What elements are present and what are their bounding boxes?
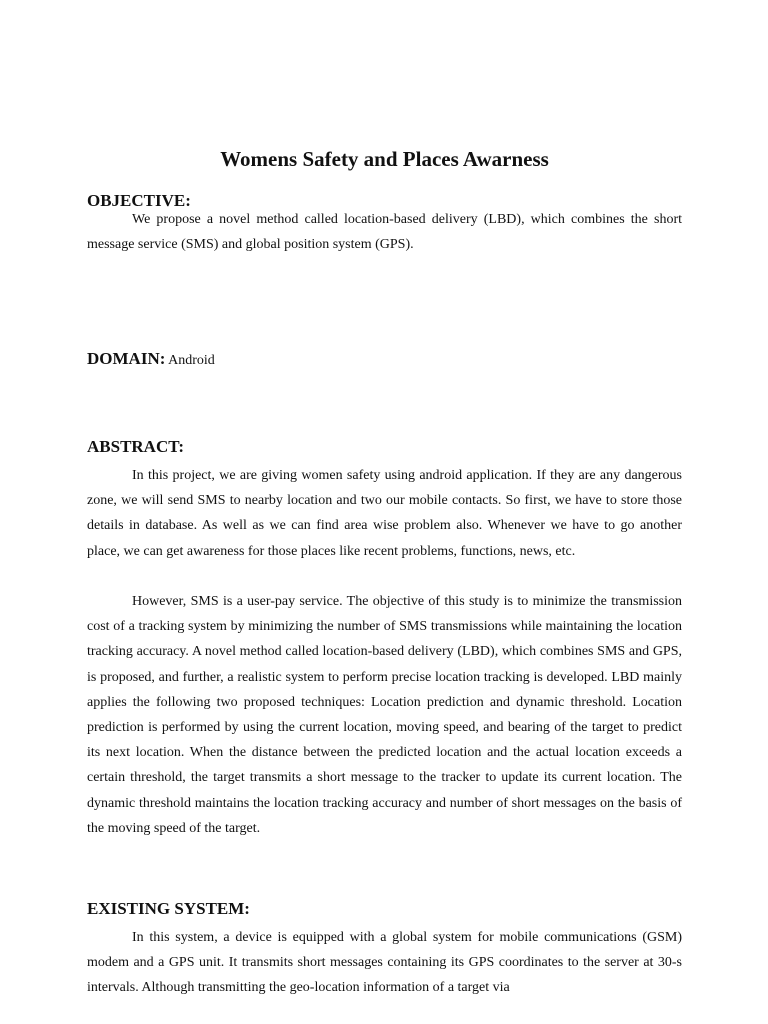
domain-value: Android (168, 353, 215, 368)
document-title: Womens Safety and Places Awarness (220, 147, 549, 171)
abstract-heading: ABSTRACT: (87, 437, 184, 456)
abstract-paragraph-2: However, SMS is a user-pay service. The objective of this study is to minimize the transmission cost of a tracking system by minimizing the number of SMS transmissions while maintaining the location tracking accuracy. A novel method called location-based delivery (LBD), which combines SMS and GPS, is proposed, and further, a realistic system to perform precise location tracking is developed. LBD mainly applies the following two proposed techniques: Location prediction and dynamic threshold. Location prediction is performed by using the current location, moving speed, and bearing of the target to predict its next location. When the distance between the predicted location and the actual location exceeds a certain threshold, the target transmits a short message to the tracker to update its current location. The dynamic threshold maintains the location tracking accuracy and number of short messages on the basis of the moving speed of the target. (87, 594, 682, 836)
abstract-paragraph-1: In this project, we are giving women safety using android application. If they are any dangerous zone, we will send SMS to nearby location and two our mobile contacts. So first, we have to store those details in database. As well as we can find area wise problem also. Whenever we have to go another place, we can get awareness for those places like recent problems, functions, news, etc. (87, 468, 682, 559)
existing-system-text: In this system, a device is equipped with a global system for mobile communications (GSM) modem and a GPS unit. It transmits short messages containing its GPS coordinates to the server at 30-s intervals. Although transmitting the geo-location information of a target via (87, 930, 682, 996)
domain-heading: DOMAIN: (87, 349, 166, 368)
objective-heading: OBJECTIVE: (87, 191, 191, 210)
domain-line (87, 348, 215, 372)
objective-text: We propose a novel method called location-based delivery (LBD), which combines the short message service (SMS) and global position system (GPS). (87, 212, 682, 253)
existing-system-heading: EXISTING SYSTEM: (87, 899, 250, 918)
